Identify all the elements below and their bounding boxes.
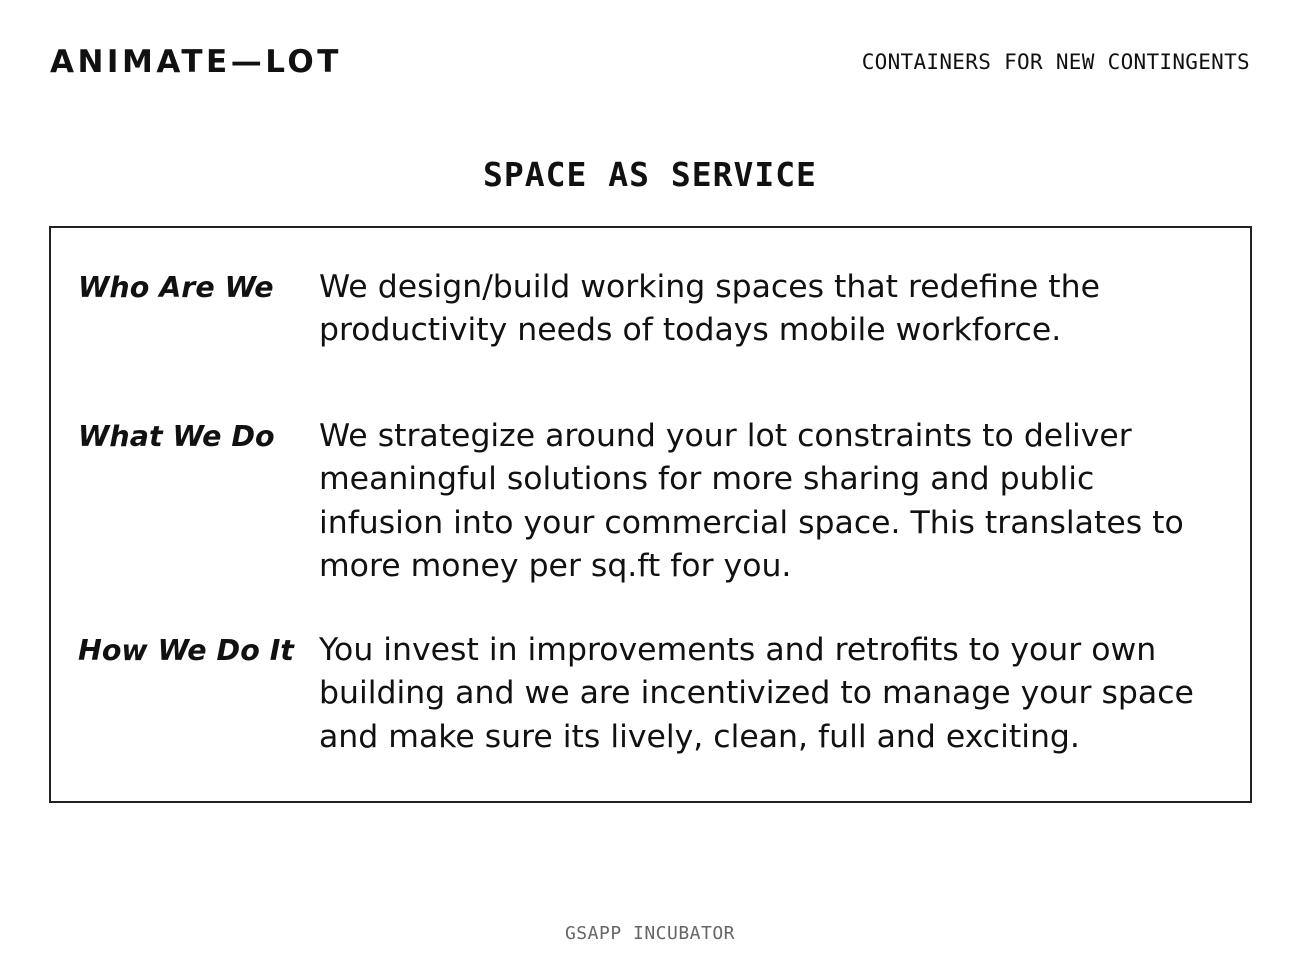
text-line: We strategize around your lot constraints to deliver	[319, 418, 1132, 454]
text-line: building and we are incentivized to manage your space	[319, 675, 1194, 712]
text-line: more money per sq.ft for you.	[319, 547, 792, 584]
footer-label: GSAPP INCUBATOR	[564, 923, 736, 944]
text-line: meaningful solutions for more sharing and public	[319, 461, 1095, 498]
tagline: CONTAINERS FOR NEW CONTINGENTS	[861, 50, 1250, 74]
text-line: productivity needs of todays mobile workforce.	[319, 312, 1062, 349]
section-text	[319, 629, 1244, 759]
section-label: Who Are We	[78, 271, 274, 304]
text-line: We design/build working spaces that redefine the	[319, 269, 1100, 305]
section-label: How We Do It	[78, 634, 294, 667]
page-title: SPACE AS SERVICE	[483, 155, 817, 194]
text-line: and make sure its lively, clean, full and exciting.	[319, 718, 1080, 755]
brand-logo: ANIMATE—LOT	[50, 44, 342, 80]
text-line: You invest in improvements and retrofits to your own	[319, 632, 1157, 668]
section-label: What We Do	[78, 420, 275, 453]
section-text	[319, 415, 1244, 588]
content-panel	[49, 226, 1252, 803]
text-line: infusion into your commercial space. This translates to	[319, 504, 1184, 541]
section-text	[319, 266, 1244, 353]
